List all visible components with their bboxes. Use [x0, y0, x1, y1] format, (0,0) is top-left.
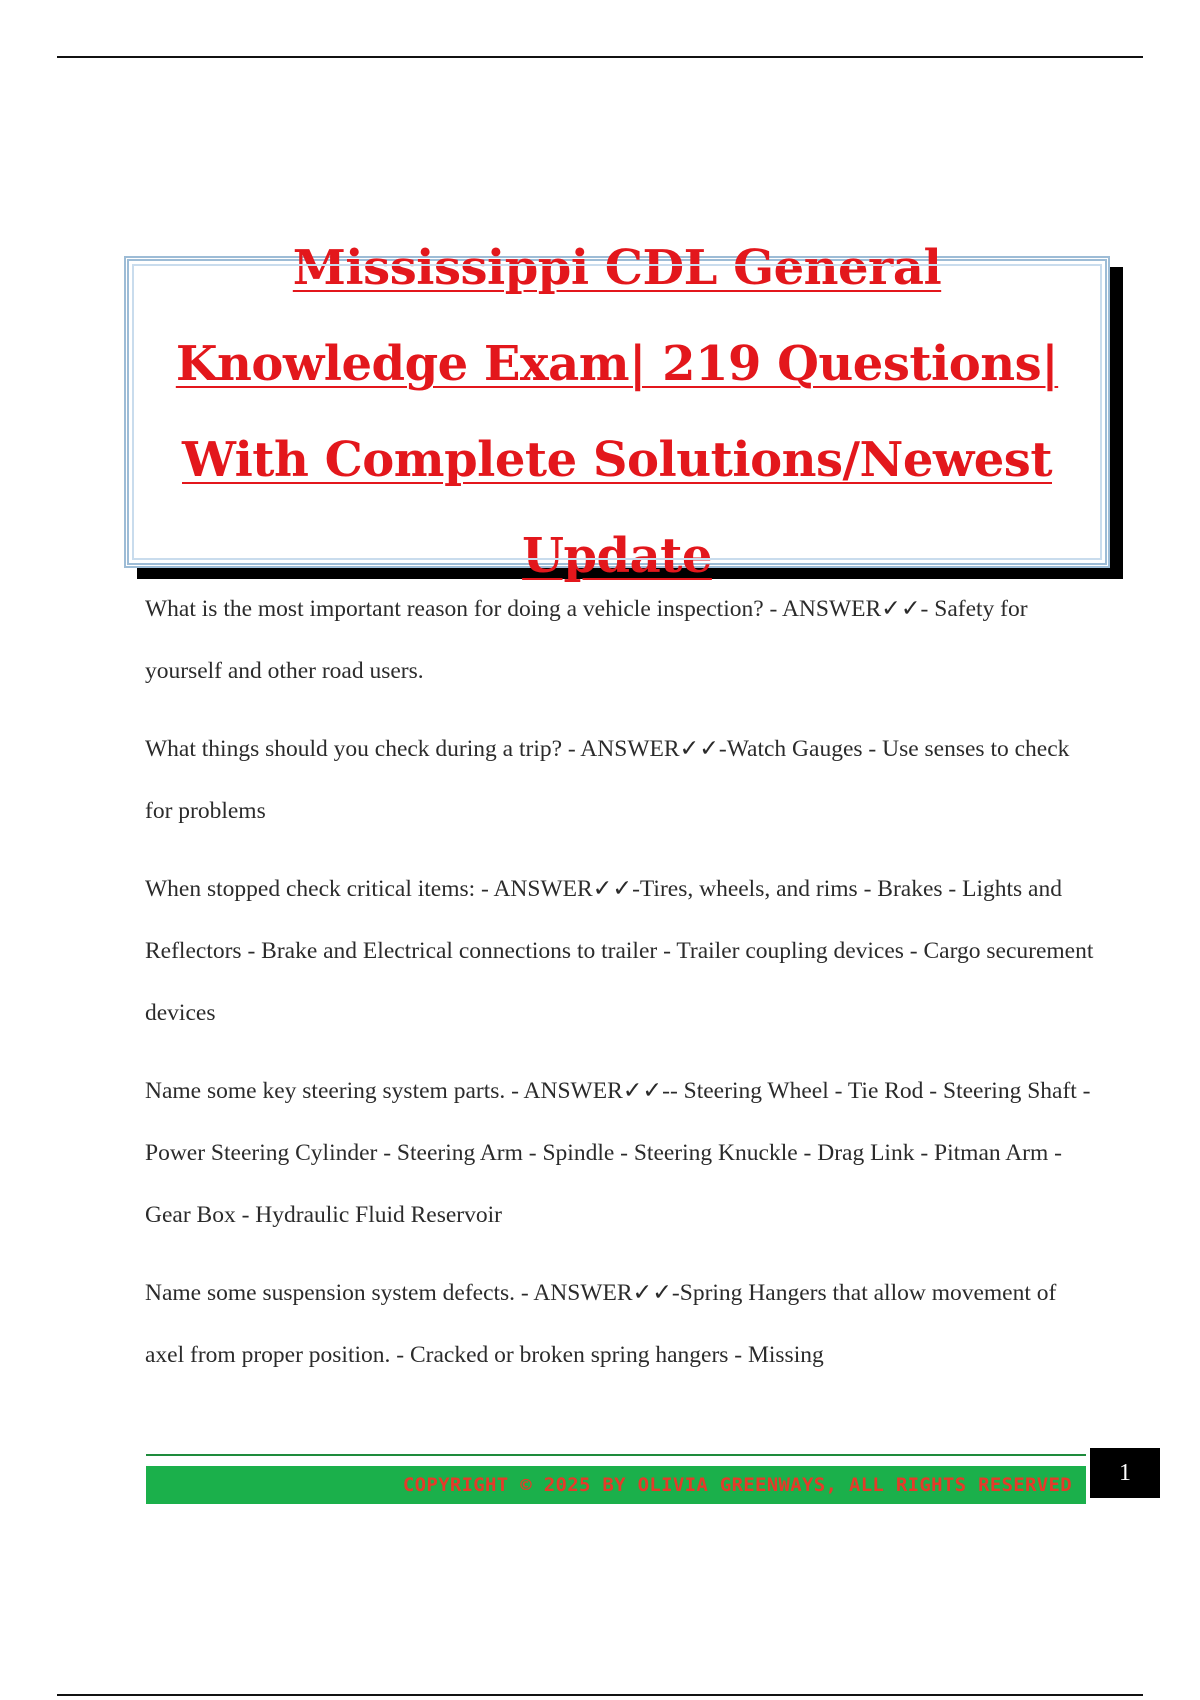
qa-item: When stopped check critical items: - ANSWER✓✓-Tires, wheels, and rims - Brakes - Lights and Reflectors - Brake and Electrical connections to trailer - Trailer coupling devices - Cargo securement devices	[145, 876, 1094, 1026]
top-rule	[57, 56, 1143, 58]
footer-rule	[146, 1454, 1086, 1456]
document-title: Mississippi CDL General Knowledge Exam| 219 Questions| With Complete Solutions/Newest Update	[175, 240, 1059, 584]
qa-item: Name some key steering system parts. - ANSWER✓✓-- Steering Wheel - Tie Rod - Steering Shaft - Power Steering Cylinder - Steering Arm - Spindle - Steering Knuckle - Drag Link - Pitman Arm - Gear Box - Hydraulic Fluid Reservoir	[145, 1078, 1091, 1228]
page-number: 1	[1090, 1448, 1160, 1498]
qa-item: Name some suspension system defects. - ANSWER✓✓-Spring Hangers that allow movement of axel from proper position. - Cracked or broken spring hangers - Missing	[145, 1280, 1057, 1368]
title-box	[124, 240, 1110, 584]
copyright-text: COPYRIGHT © 2025 BY OLIVIA GREENWAYS, ALL RIGHTS RESERVED	[402, 1474, 1072, 1496]
qa-item: What is the most important reason for doing a vehicle inspection? - ANSWER✓✓- Safety for yourself and other road users.	[145, 596, 1028, 684]
qa-item: What things should you check during a trip? - ANSWER✓✓-Watch Gauges - Use senses to check for problems	[145, 736, 1070, 824]
bottom-rule	[57, 1694, 1143, 1696]
qa-content	[145, 578, 1095, 1402]
footer-bar	[146, 1466, 1086, 1504]
